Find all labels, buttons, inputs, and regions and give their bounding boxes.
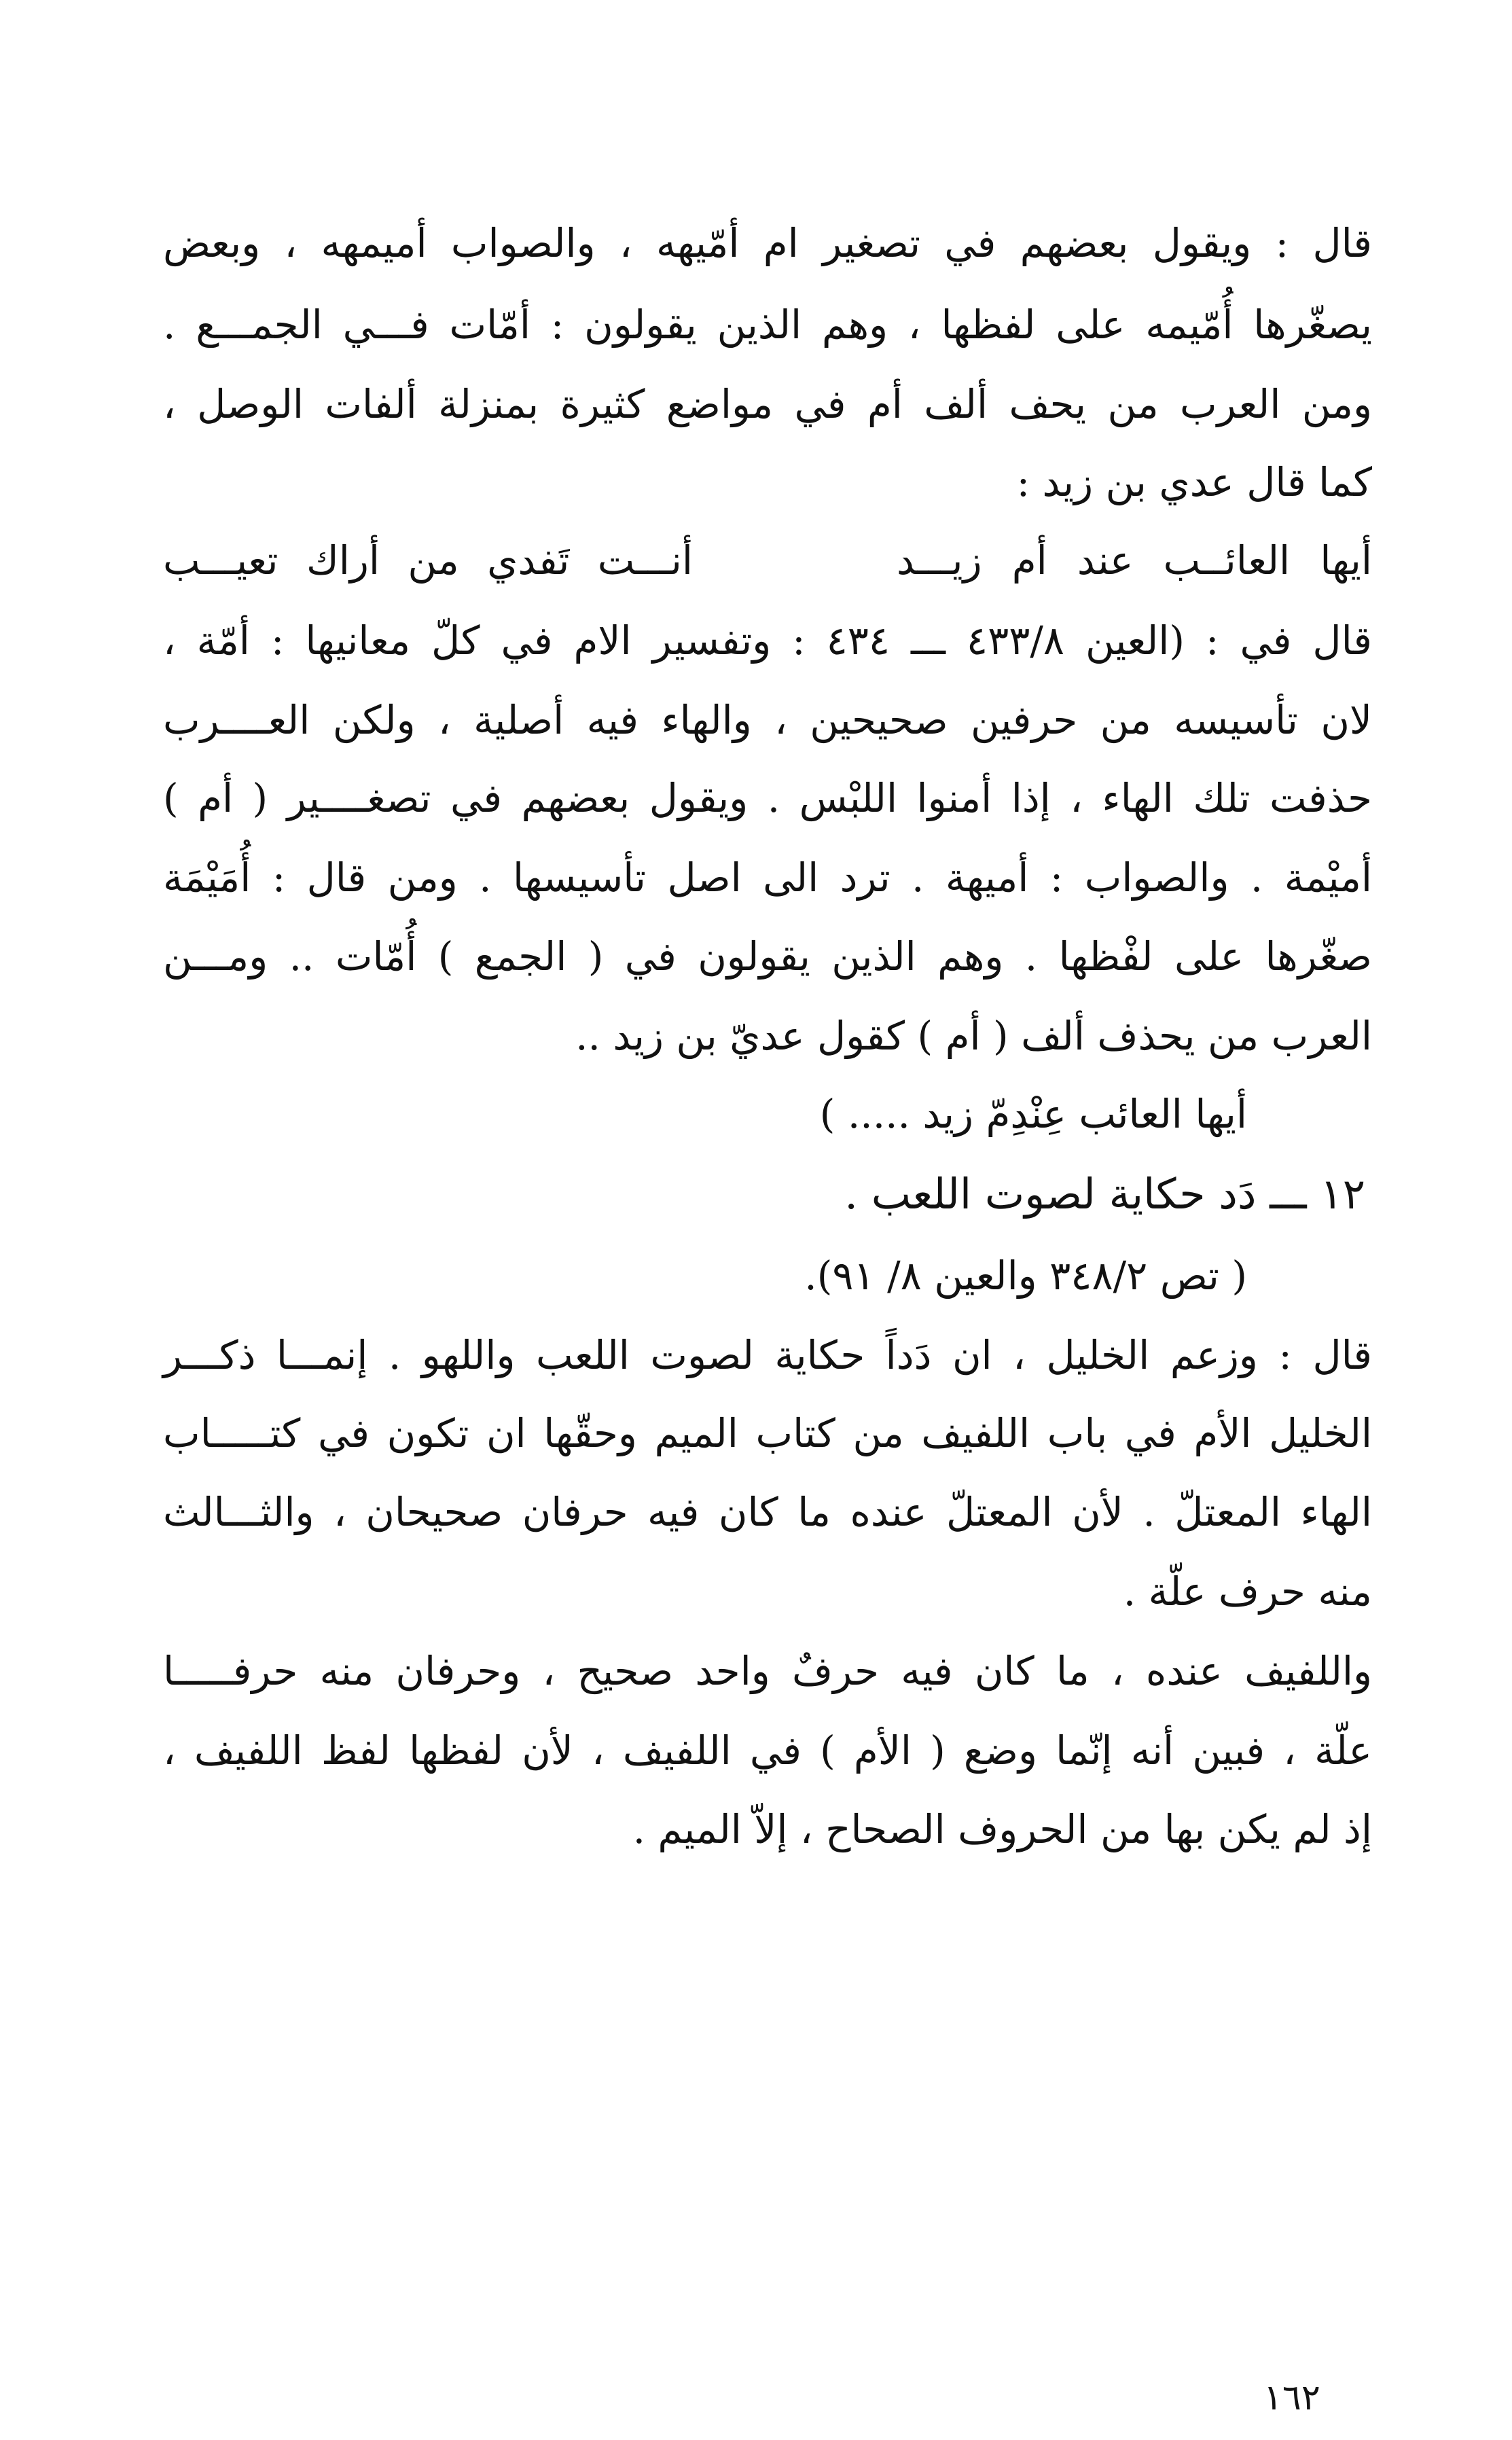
- text-line-3: ومن العرب من يحف ألف أم في مواضع كثيرة بمنزلة ألفات الوصل ،: [163, 381, 1372, 427]
- text-line-4: كما قال عدي بن زيد :: [1016, 459, 1372, 505]
- text-line-8: أميْمة . والصواب : أميهة . ترد الى اصل تأسيسها . ومن قال : أُمَيْمَة: [163, 855, 1372, 901]
- quoted-verse: أيها العائب عِنْدِمّ زيد ..... ): [819, 1091, 1247, 1137]
- text-line-6: لان تأسيسه من حرفين صحيحين ، والهاء فيه أصلية ، ولكن العــــرب: [163, 697, 1372, 743]
- source-reference: ( تص ٣٤٨/٢ والعين ٨/ ٩١).: [804, 1253, 1247, 1299]
- text-line-18: واللفيف عنده ، ما كان فيه حرفٌ واحد صحيح ، وحرفان منه حرفـــــا: [163, 1648, 1372, 1694]
- entry-heading: ١٢ ـــ دَد حكاية لصوت اللعب .: [844, 1169, 1365, 1219]
- verse-first-hemistich: أيها العائــب عند أم زيـــد: [897, 537, 1372, 584]
- text-line-9: صغّرها على لفْظها . وهم الذين يقولون في ( الجمع ) أُمّات .. ومـــن: [163, 933, 1372, 980]
- text-line-5: قال في : (العين ٤٣٣/٨ ـــ ٤٣٤ : وتفسير الام في كلّ معانيها : أمّة ،: [163, 617, 1372, 664]
- text-line-14: قال : وزعم الخليل ، ان دَداً حكاية لصوت اللعب واللهو . إنمـــا ذكـــر: [163, 1332, 1372, 1378]
- text-line-19: علّة ، فبين أنه إنّما وضع ( الأم ) في اللفيف ، لأن لفظها لفظ اللفيف ،: [163, 1727, 1372, 1774]
- text-line-10: العرب من يحذف ألف ( أم ) كقول عديّ بن زيد ..: [575, 1013, 1372, 1059]
- text-line-15: الخليل الأم في باب اللفيف من كتاب الميم وحقّها ان تكون في كتـــــاب: [163, 1410, 1372, 1456]
- text-line-1: قال : ويقول بعضهم في تصغير ام أمّيهه ، والصواب أميمهه ، وبعض: [163, 220, 1372, 266]
- page-number: ١٦٢: [1263, 2378, 1320, 2418]
- text-line-2: يصغّرها أُمّيمه على لفظها ، وهم الذين يقولون : أمّات فـــي الجمـــع .: [163, 302, 1372, 348]
- text-line-16: الهاء المعتلّ . لأن المعتلّ عنده ما كان فيه حرفان صحيحان ، والثـــالث: [163, 1489, 1372, 1535]
- text-line-7: حذفت تلك الهاء ، إذا أمنوا اللبْس . ويقول بعضهم في تصغــــير ( أم ): [163, 775, 1372, 821]
- verse-second-hemistich: أنـــت تَفدي من أراك تعيـــب: [163, 537, 693, 584]
- text-line-17: منه حرف علّة .: [1123, 1568, 1372, 1615]
- text-line-20: إذ لم يكن بها من الحروف الصحاح ، إلاّ الميم .: [632, 1806, 1372, 1852]
